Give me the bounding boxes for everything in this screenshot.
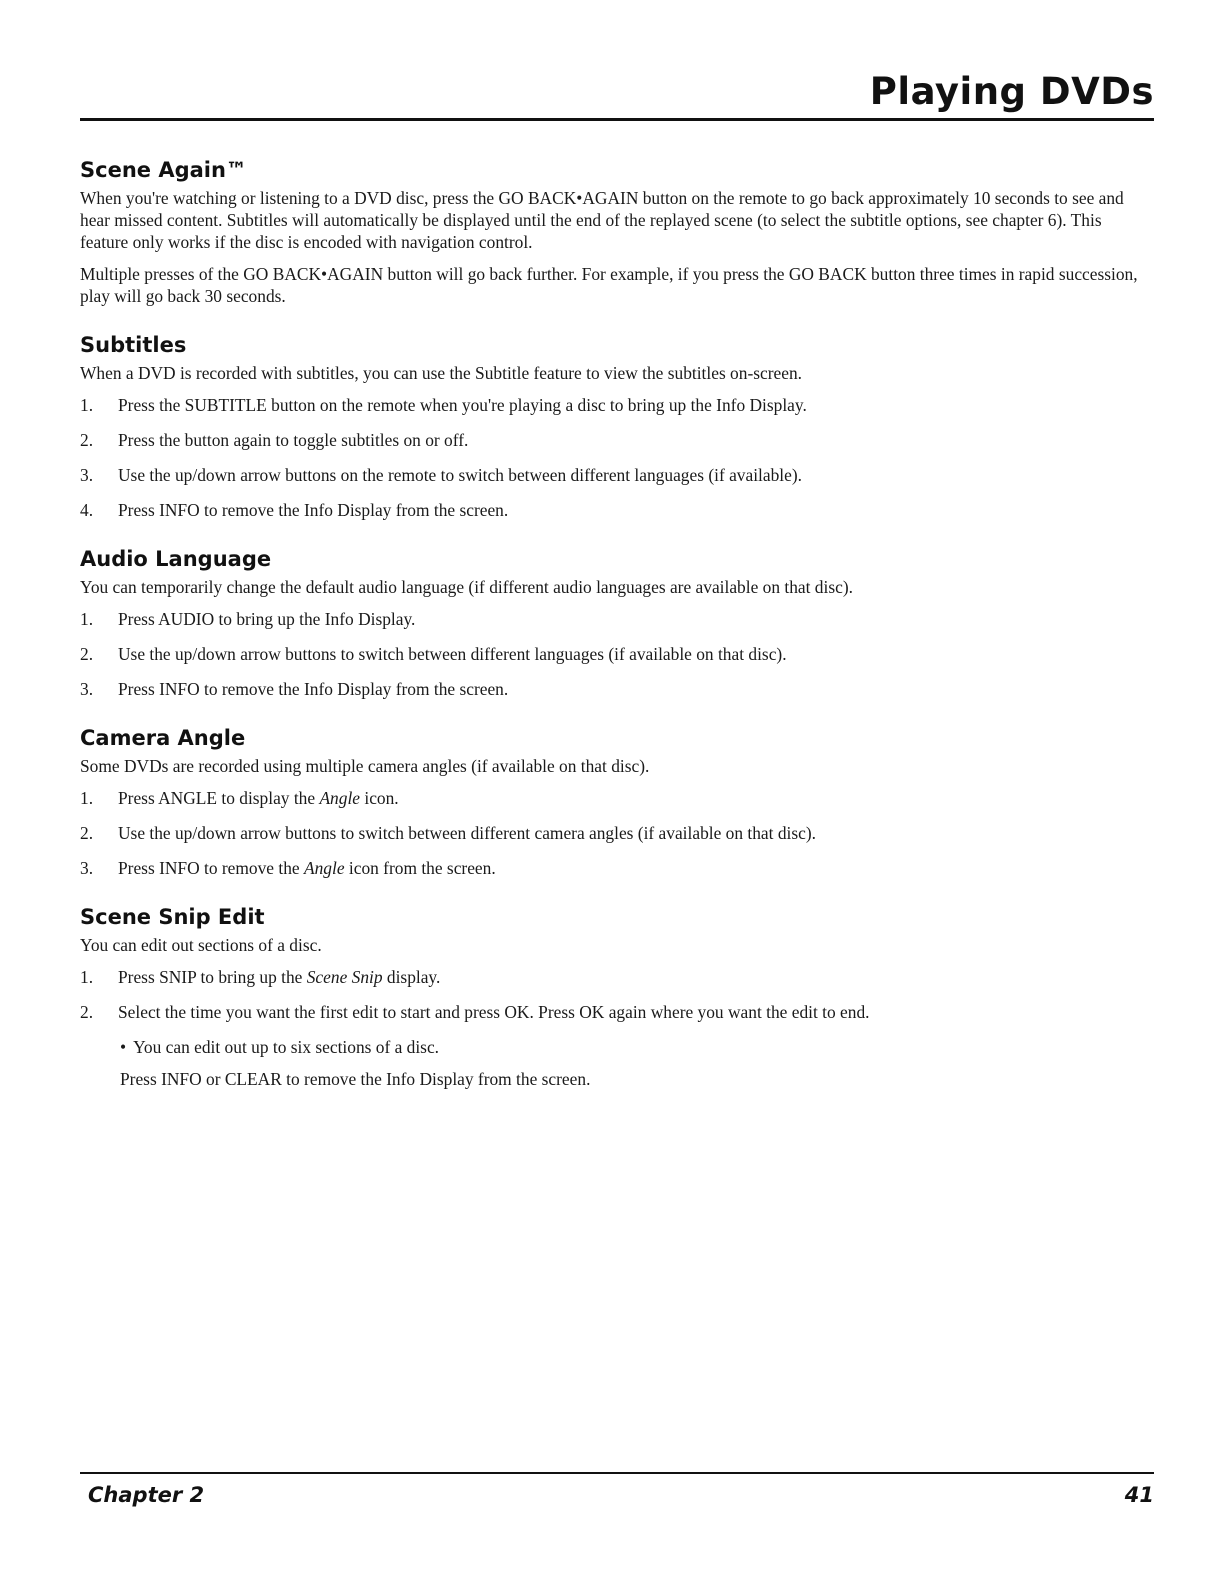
step-item [80,678,1150,700]
page-title: Playing DVDs [869,70,1154,113]
paragraph: Multiple presses of the GO BACK•AGAIN button will go back further. For example, if you press the GO BACK button three times in rapid succession, play will go back 30 seconds. [80,264,1138,306]
footer-chapter: Chapter 2 [88,1483,205,1507]
step-text-after: display. [382,967,441,987]
section-intro: When a DVD is recorded with subtitles, you can use the Subtitle feature to view the subtitles on-screen. [80,363,803,383]
step-text-after: icon from the screen. [344,858,496,878]
step-text: Press the SUBTITLE button on the remote when you're playing a disc to bring up the Info Display. [118,395,807,415]
steps-list [80,608,1150,700]
step-text-emphasis: Angle [303,858,345,878]
step-number: 2. [80,644,94,664]
page-number: 41 [1124,1483,1154,1507]
step-number: 3. [80,858,94,878]
step-text: Press the button again to toggle subtitles on or off. [118,430,469,450]
step-item [80,608,1150,630]
step-item [80,499,1150,521]
step-item [80,966,1150,988]
steps-list [80,966,1150,1023]
section-camera-angle [80,726,1150,879]
step-text: Press AUDIO to bring up the Info Display. [118,609,416,629]
step-text-emphasis: Angle [319,788,361,808]
bullet-item [80,1036,1150,1058]
step-text-before: Press SNIP to bring up the [118,967,307,987]
step-number: 2. [80,1002,94,1022]
page-content [80,158,1150,1116]
heading-scene-snip-edit: Scene Snip Edit [80,905,265,929]
step-number: 3. [80,465,94,485]
bullet-text: You can edit out up to six sections of a disc. [133,1037,440,1057]
section-intro: Some DVDs are recorded using multiple camera angles (if available on that disc). [80,756,650,776]
bullet-dot: • [120,1037,127,1057]
heading-audio-language: Audio Language [80,547,272,571]
heading-camera-angle: Camera Angle [80,726,246,750]
heading-scene-again: Scene Again™ [80,158,247,182]
title-rule [80,118,1154,121]
step-text-before: Press ANGLE to display the [118,788,320,808]
step-number: 2. [80,430,94,450]
step-text: Use the up/down arrow buttons to switch between different languages (if available on that disc). [118,644,787,664]
section-intro: You can temporarily change the default audio language (if different audio languages are available on that disc). [80,577,853,597]
step-text-after: icon. [360,788,399,808]
section-intro: You can edit out sections of a disc. [80,935,322,955]
step-number: 1. [80,609,94,629]
step-item [80,394,1150,416]
note-text: Press INFO or CLEAR to remove the Info Display from the screen. [120,1069,591,1089]
step-item [80,822,1150,844]
steps-list [80,394,1150,521]
step-item [80,787,1150,809]
heading-subtitles: Subtitles [80,333,187,357]
step-number: 2. [80,823,94,843]
step-number: 1. [80,395,94,415]
step-text-before: Press INFO to remove the [118,858,304,878]
step-item [80,643,1150,665]
paragraph: When you're watching or listening to a DVD disc, press the GO BACK•AGAIN button on the remote to go back approximately 10 seconds to see and hear missed content. Subtitles will automatically be displayed until the end of the replayed scene (to select the subtitle options, see chapter 6). This feature only works if the disc is encoded with navigation control. [80,188,1124,252]
step-item [80,1001,1150,1023]
step-text: Use the up/down arrow buttons to switch between different camera angles (if available on that disc). [118,823,816,843]
step-number: 3. [80,679,94,699]
step-item [80,464,1150,486]
section-scene-snip-edit [80,905,1150,1090]
step-item [80,857,1150,879]
step-text: Press INFO to remove the Info Display from the screen. [118,500,509,520]
step-text: Press INFO to remove the Info Display from the screen. [118,679,509,699]
step-text: Select the time you want the first edit to start and press OK. Press OK again where you want the edit to end. [118,1002,870,1022]
step-item [80,429,1150,451]
section-subtitles [80,333,1150,521]
section-scene-again [80,158,1150,307]
section-audio-language [80,547,1150,700]
step-text: Use the up/down arrow buttons on the remote to switch between different languages (if available). [118,465,802,485]
footer-rule [80,1472,1154,1474]
step-number: 4. [80,500,94,520]
step-number: 1. [80,967,94,987]
steps-list [80,787,1150,879]
step-number: 1. [80,788,94,808]
step-text-emphasis: Scene Snip [306,967,383,987]
